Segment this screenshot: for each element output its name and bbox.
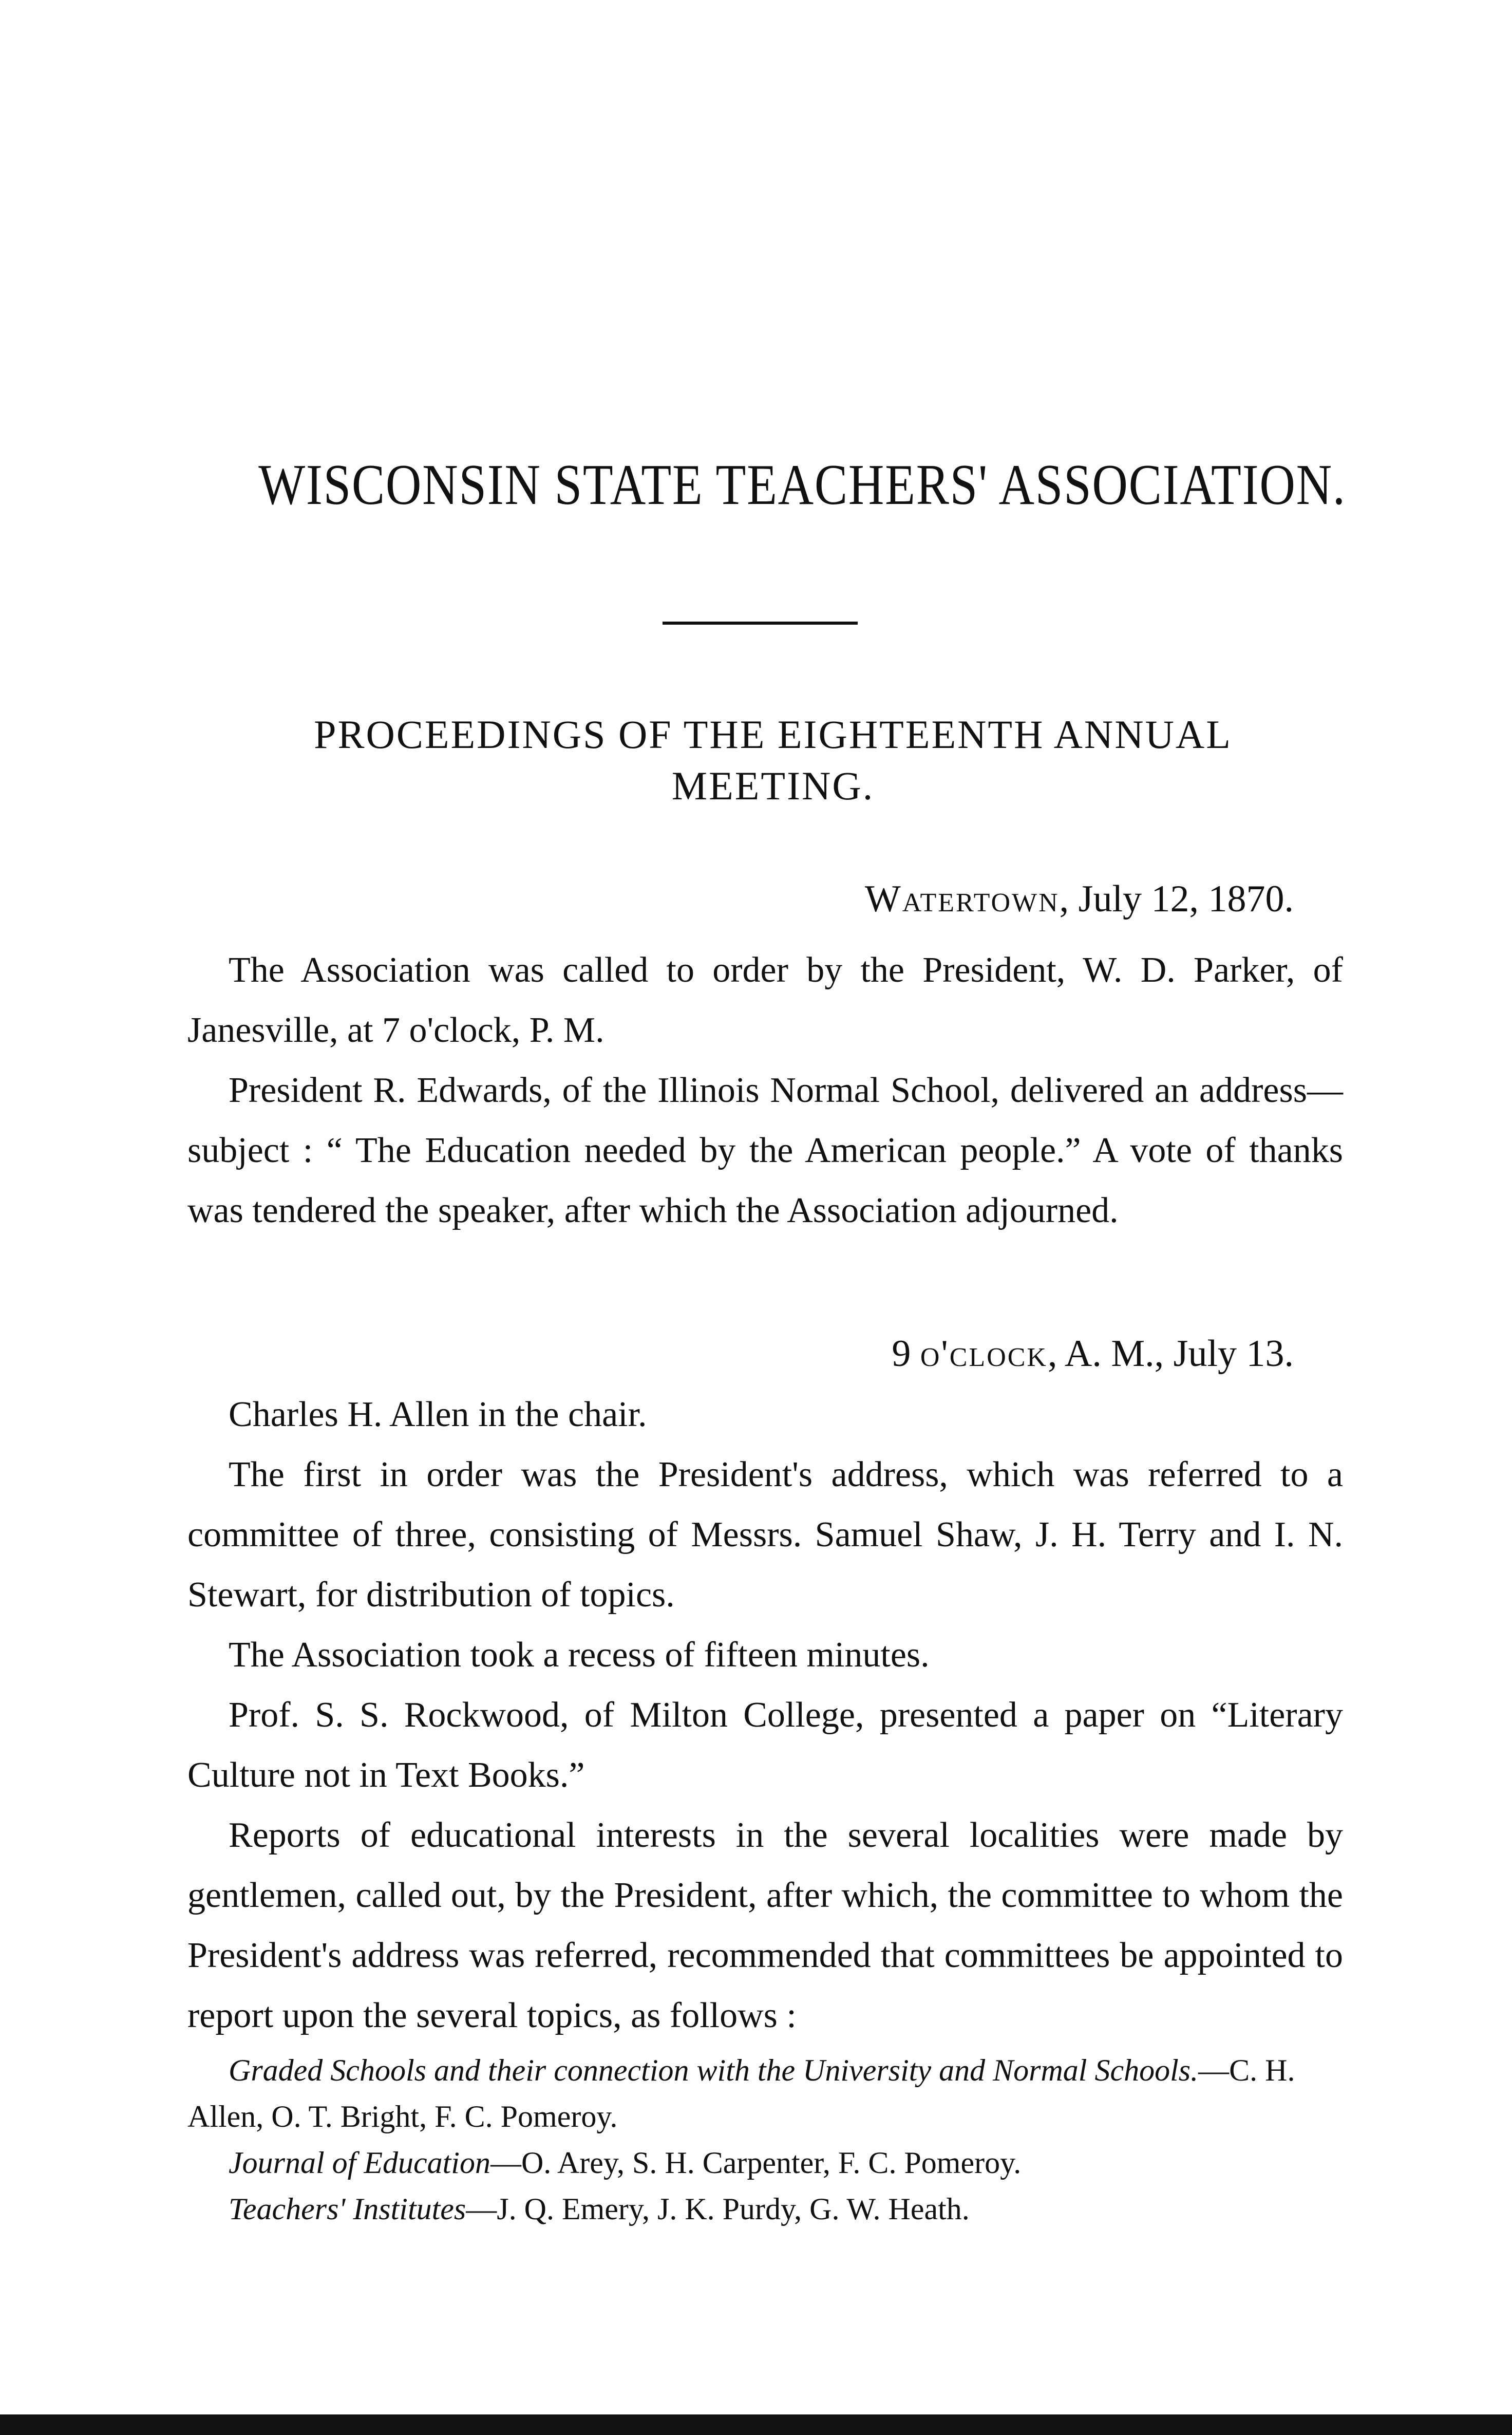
session1-date: , July 12, 1870. bbox=[1059, 878, 1294, 920]
title-divider bbox=[663, 622, 858, 625]
session2-dateline bbox=[892, 1325, 1294, 1382]
session1-place: Watertown bbox=[864, 878, 1060, 920]
topic-name: Graded Schools and their connection with the University and Normal Schools. bbox=[229, 2053, 1199, 2087]
session2-time-prefix: 9 bbox=[892, 1333, 920, 1375]
topic-name: Journal of Education bbox=[229, 2146, 490, 2180]
topic-name: Teachers' Institutes bbox=[229, 2192, 466, 2226]
topic-item bbox=[187, 2140, 1343, 2186]
session2-time-suffix: , A. M., July 13. bbox=[1047, 1333, 1294, 1375]
session1-body bbox=[187, 940, 1343, 1241]
session2-paragraph: Charles H. Allen in the chair. bbox=[229, 1395, 647, 1434]
topic-item bbox=[187, 2186, 1343, 2232]
topic-members: —J. Q. Emery, J. K. Purdy, G. W. Heath. bbox=[466, 2192, 970, 2226]
session2-paragraph: Prof. S. S. Rockwood, of Milton College, presented a paper on “Literary Culture not in Text Books.” bbox=[187, 1695, 1343, 1795]
session1-paragraph: The Association was called to order by the President, W. D. Parker, of Janesville, at 7 o'clock, P. M. bbox=[187, 950, 1343, 1050]
proceedings-heading-line2: MEETING. bbox=[671, 763, 875, 808]
topic-committee-list bbox=[187, 2047, 1343, 2232]
topic-members: —O. Arey, S. H. Carpenter, F. C. Pomeroy. bbox=[490, 2146, 1022, 2180]
session2-time-clock: o'clock bbox=[920, 1333, 1048, 1375]
topic-members: —C. H. Allen, O. T. Bright, F. C. Pomeroy. bbox=[187, 2053, 1295, 2133]
session2-paragraph: The Association took a recess of fifteen minutes. bbox=[229, 1635, 930, 1675]
session2-paragraph: Reports of educational interests in the several localities were made by gentlemen, called out, by the President, after which, the committee to whom the President's address was referred, recommended that committees be appointed to report upon the several topics, as follows : bbox=[187, 1815, 1343, 2035]
scan-bottom-edge bbox=[0, 2414, 1512, 2435]
session2-paragraph: The first in order was the President's address, which was referred to a committee of three, consisting of Messrs. Samuel Shaw, J. H. Terry and I. N. Stewart, for distribution of topics. bbox=[187, 1455, 1343, 1615]
proceedings-heading-line1: PROCEEDINGS OF THE EIGHTEENTH ANNUAL bbox=[314, 712, 1232, 757]
session1-paragraph: President R. Edwards, of the Illinois Normal School, delivered an address— subject : “ The Education needed by the American people.” A vote of thanks was tendered the speaker, after which the Association adjourned. bbox=[187, 1071, 1343, 1230]
topic-item bbox=[187, 2047, 1343, 2140]
proceedings-heading bbox=[216, 709, 1330, 812]
session1-dateline bbox=[865, 871, 1294, 927]
session2-body bbox=[187, 1384, 1343, 2046]
page-title: WISCONSIN STATE TEACHERS' ASSOCIATION. bbox=[258, 453, 1346, 517]
